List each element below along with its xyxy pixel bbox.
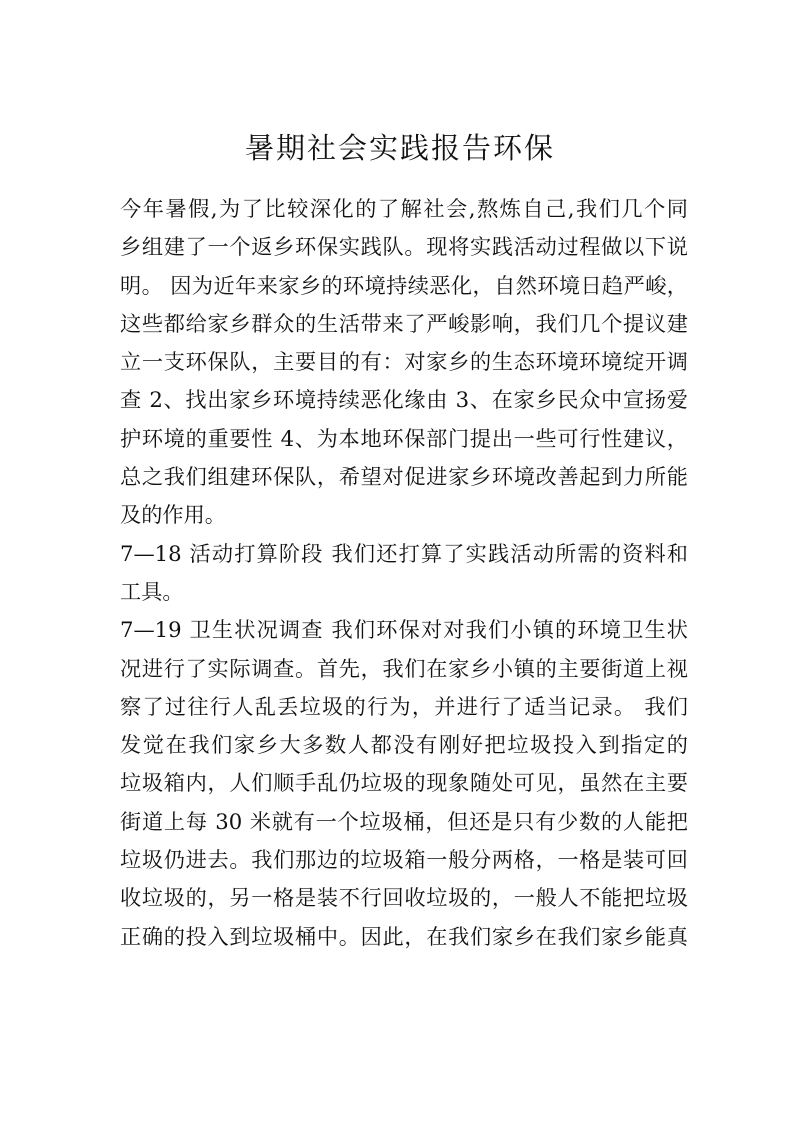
body-line: 总之我们组建环保队，希望对促进家乡环境改善起到力所能 [120, 464, 688, 490]
body-line: 垃圾箱内，人们顺手乱仍垃圾的现象随处可见，虽然在主要 [120, 770, 688, 796]
body-line: 发觉在我们家乡大多数人都没有刚好把垃圾投入到指定的 [120, 732, 688, 758]
body-line: 垃圾仍进去。我们那边的垃圾箱一般分两格，一格是装可回 [120, 847, 688, 873]
body-line: 明。 因为近年来家乡的环境持续恶化，自然环境日趋严峻， [120, 272, 688, 298]
body-line: 正确的投入到垃圾桶中。因此，在我们家乡在我们家乡能真 [120, 923, 688, 949]
document-title: 暑期社会实践报告环保 [244, 131, 555, 165]
body-line: 这些都给家乡群众的生活带来了严峻影响，我们几个提议建 [120, 310, 688, 336]
body-line: 况进行了实际调查。首先，我们在家乡小镇的主要街道上视 [120, 655, 688, 681]
body-line: 及的作用。 [120, 502, 226, 528]
body-line: 察了过往行人乱丢垃圾的行为，并进行了适当记录。 我们 [120, 693, 688, 719]
body-line: 护环境的重要性 4、为本地环保部门提出一些可行性建议， [120, 425, 688, 451]
body-line: 工具。 [120, 578, 184, 604]
body-line: 今年暑假,为了比较深化的了解社会,熬炼自己,我们几个同 [120, 196, 688, 221]
body-line: 收垃圾的，另一格是装不行回收垃圾的，一般人不能把垃圾 [120, 885, 688, 911]
body-line: 立一支环保队，主要目的有：对家乡的生态环境环境绽开调 [120, 349, 688, 375]
body-line: 查 2、找出家乡环境持续恶化缘由 3、在家乡民众中宣扬爱 [120, 387, 688, 413]
body-line: 7—18 活动打算阶段 我们还打算了实践活动所需的资料和 [120, 540, 688, 566]
document-body [120, 190, 688, 956]
body-line: 乡组建了一个返乡环保实践队。现将实践活动过程做以下说 [120, 234, 688, 260]
body-line: 街道上每 30 米就有一个垃圾桶，但还是只有少数的人能把 [120, 808, 688, 834]
body-line: 7—19 卫生状况调查 我们环保对对我们小镇的环境卫生状 [120, 617, 688, 643]
